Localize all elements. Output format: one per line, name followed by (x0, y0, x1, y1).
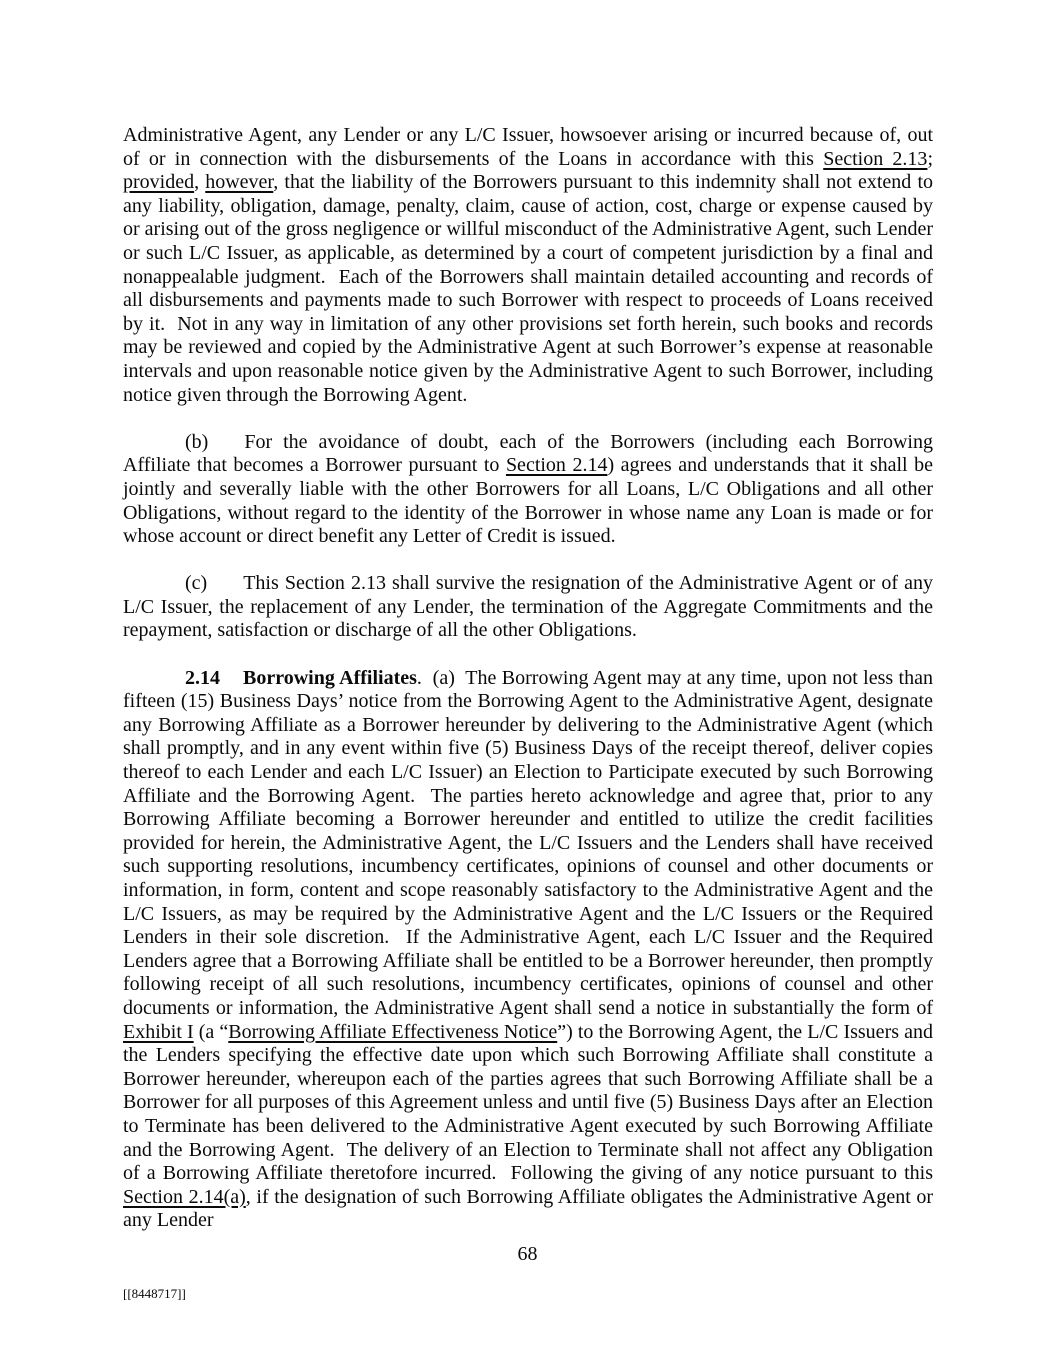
text-run: (b) (185, 430, 209, 453)
document-id-stamp: [[8448717]] (123, 1286, 186, 1301)
text-run: (c) (185, 572, 208, 595)
text-run: . (a) The Borrowing Agent may at any time, upon not less than fifteen (15) Business Days’ notice from the Borrowing Agent to the Administrative Agent, designate any Borrowing Affiliate as a Borrower hereunder by delivering to the Administrative Agent (which shall promptly, and in any event within five (5) Business Days of the receipt thereof, deliver copies thereof to each Lender and each L/C Issuer) an Election to Participate executed by such Borrowing Affiliate and the Borrowing Agent. The parties hereto acknowledge and agree that, prior to any Borrowing Affiliate becoming a Borrower hereunder and entitled to utilize the credit facilities provided for herein, the Administrative Agent, the L/C Issuers and the Lenders shall have received such supporting resolutions, incumbency certificates, opinions of counsel and other documents or information, in form, content and scope reasonably satisfactory to the Administrative Agent and the L/C Issuers, as may be required by the Administrative Agent and the L/C Issuers or the Required Lenders in their sole discretion. If the Administrative Agent, each L/C Issuer and the Required Lenders agree that a Borrowing Affiliate shall be entitled to be a Borrower hereunder, then promptly following receipt of all such resolutions, incumbency certificates, opinions of counsel and other documents or information, the Administrative Agent shall send a notice in substantially the form of (123, 666, 933, 1019)
bold-heading: 2.14 (185, 666, 220, 689)
underlined-term: Section 2.14 (505, 454, 608, 477)
underlined-term: Section 2.14(a) (123, 1185, 246, 1208)
text-run: , if the designation of such Borrowing Affiliate obligates the Administrative Agent or any Lender (123, 1185, 934, 1232)
underlined-term: however (205, 171, 274, 194)
paragraph-section-2-14 (123, 667, 933, 1233)
text-run: ; (927, 147, 933, 170)
underlined-term: Exhibit I (123, 1020, 194, 1043)
text-run: , that the liability of the Borrowers pursuant to this indemnity shall not extend to any liability, obligation, damage, penalty, claim, cause of action, cost, charge or expense caused by or arising out of the gross negligence or willful misconduct of the Administrative Agent, such Lender or such L/C Issuer, as applicable, as determined by a court of competent jurisdiction by a final and nonappealable judgment. Each of the Borrowers shall maintain detailed accounting and records of all disbursements and payments made to such Borrower with respect to proceeds of Loans received by it. Not in any way in limitation of any other provisions set forth herein, such books and records may be reviewed and copied by the Administrative Agent at such Borrower’s expense at reasonable intervals and upon reasonable notice given by the Administrative Agent to such Borrower, including notice given through the Borrowing Agent. (123, 171, 933, 406)
document-body (123, 124, 933, 1257)
underlined-term: Section 2.13 (823, 147, 928, 170)
text-run: This Section 2.13 shall survive the resignation of the Administrative Agent or of any L/C Issuer, the replacement of any Lender, the termination of the Aggregate Commitments and the repayment, satisfaction or discharge of all the other Obligations. (123, 572, 933, 642)
text-run: ”) to the Borrowing Agent, the L/C Issuers and the Lenders specifying the effective date upon which such Borrowing Affiliate shall constitute a Borrower hereunder, whereupon each of the parties agrees that such Borrowing Affiliate shall be a Borrower for all purposes of this Agreement unless and until five (5) Business Days after an Election to Terminate has been delivered to the Administrative Agent executed by such Borrowing Affiliate and the Borrowing Agent. The delivery of an Election to Terminate shall not affect any Obligation of a Borrowing Affiliate theretofore incurred. Following the giving of any notice pursuant to this (123, 1020, 933, 1185)
text-run: (a “ (193, 1020, 229, 1043)
bold-heading: Borrowing Affiliates (243, 666, 417, 689)
text-run: Administrative Agent, any Lender or any L/C Issuer, howsoever arising or incurred because of, out of or in connection with the disbursements of the Loans in accordance with this (123, 124, 933, 170)
text-run: ) agrees and understands that it shall be jointly and severally liable with the other Borrowers for all Loans, L/C Obligations and all other Obligations, without regard to the identity of the Borrower in whose name any Loan is made or for whose account or direct benefit any Letter of Credit is issued. (123, 454, 933, 548)
text-run: , (194, 171, 206, 194)
text-run: For the avoidance of doubt, each of the Borrowers (including each Borrowing Affiliate that becomes a Borrower pursuant to (123, 430, 933, 477)
page-number: 68 (517, 1243, 538, 1265)
paragraph-continuation (123, 124, 933, 407)
underlined-term: Borrowing Affiliate Effectiveness Notice (228, 1020, 558, 1043)
underlined-term: provided (123, 171, 195, 194)
paragraph-b (123, 431, 933, 549)
paragraph-c (123, 572, 933, 643)
